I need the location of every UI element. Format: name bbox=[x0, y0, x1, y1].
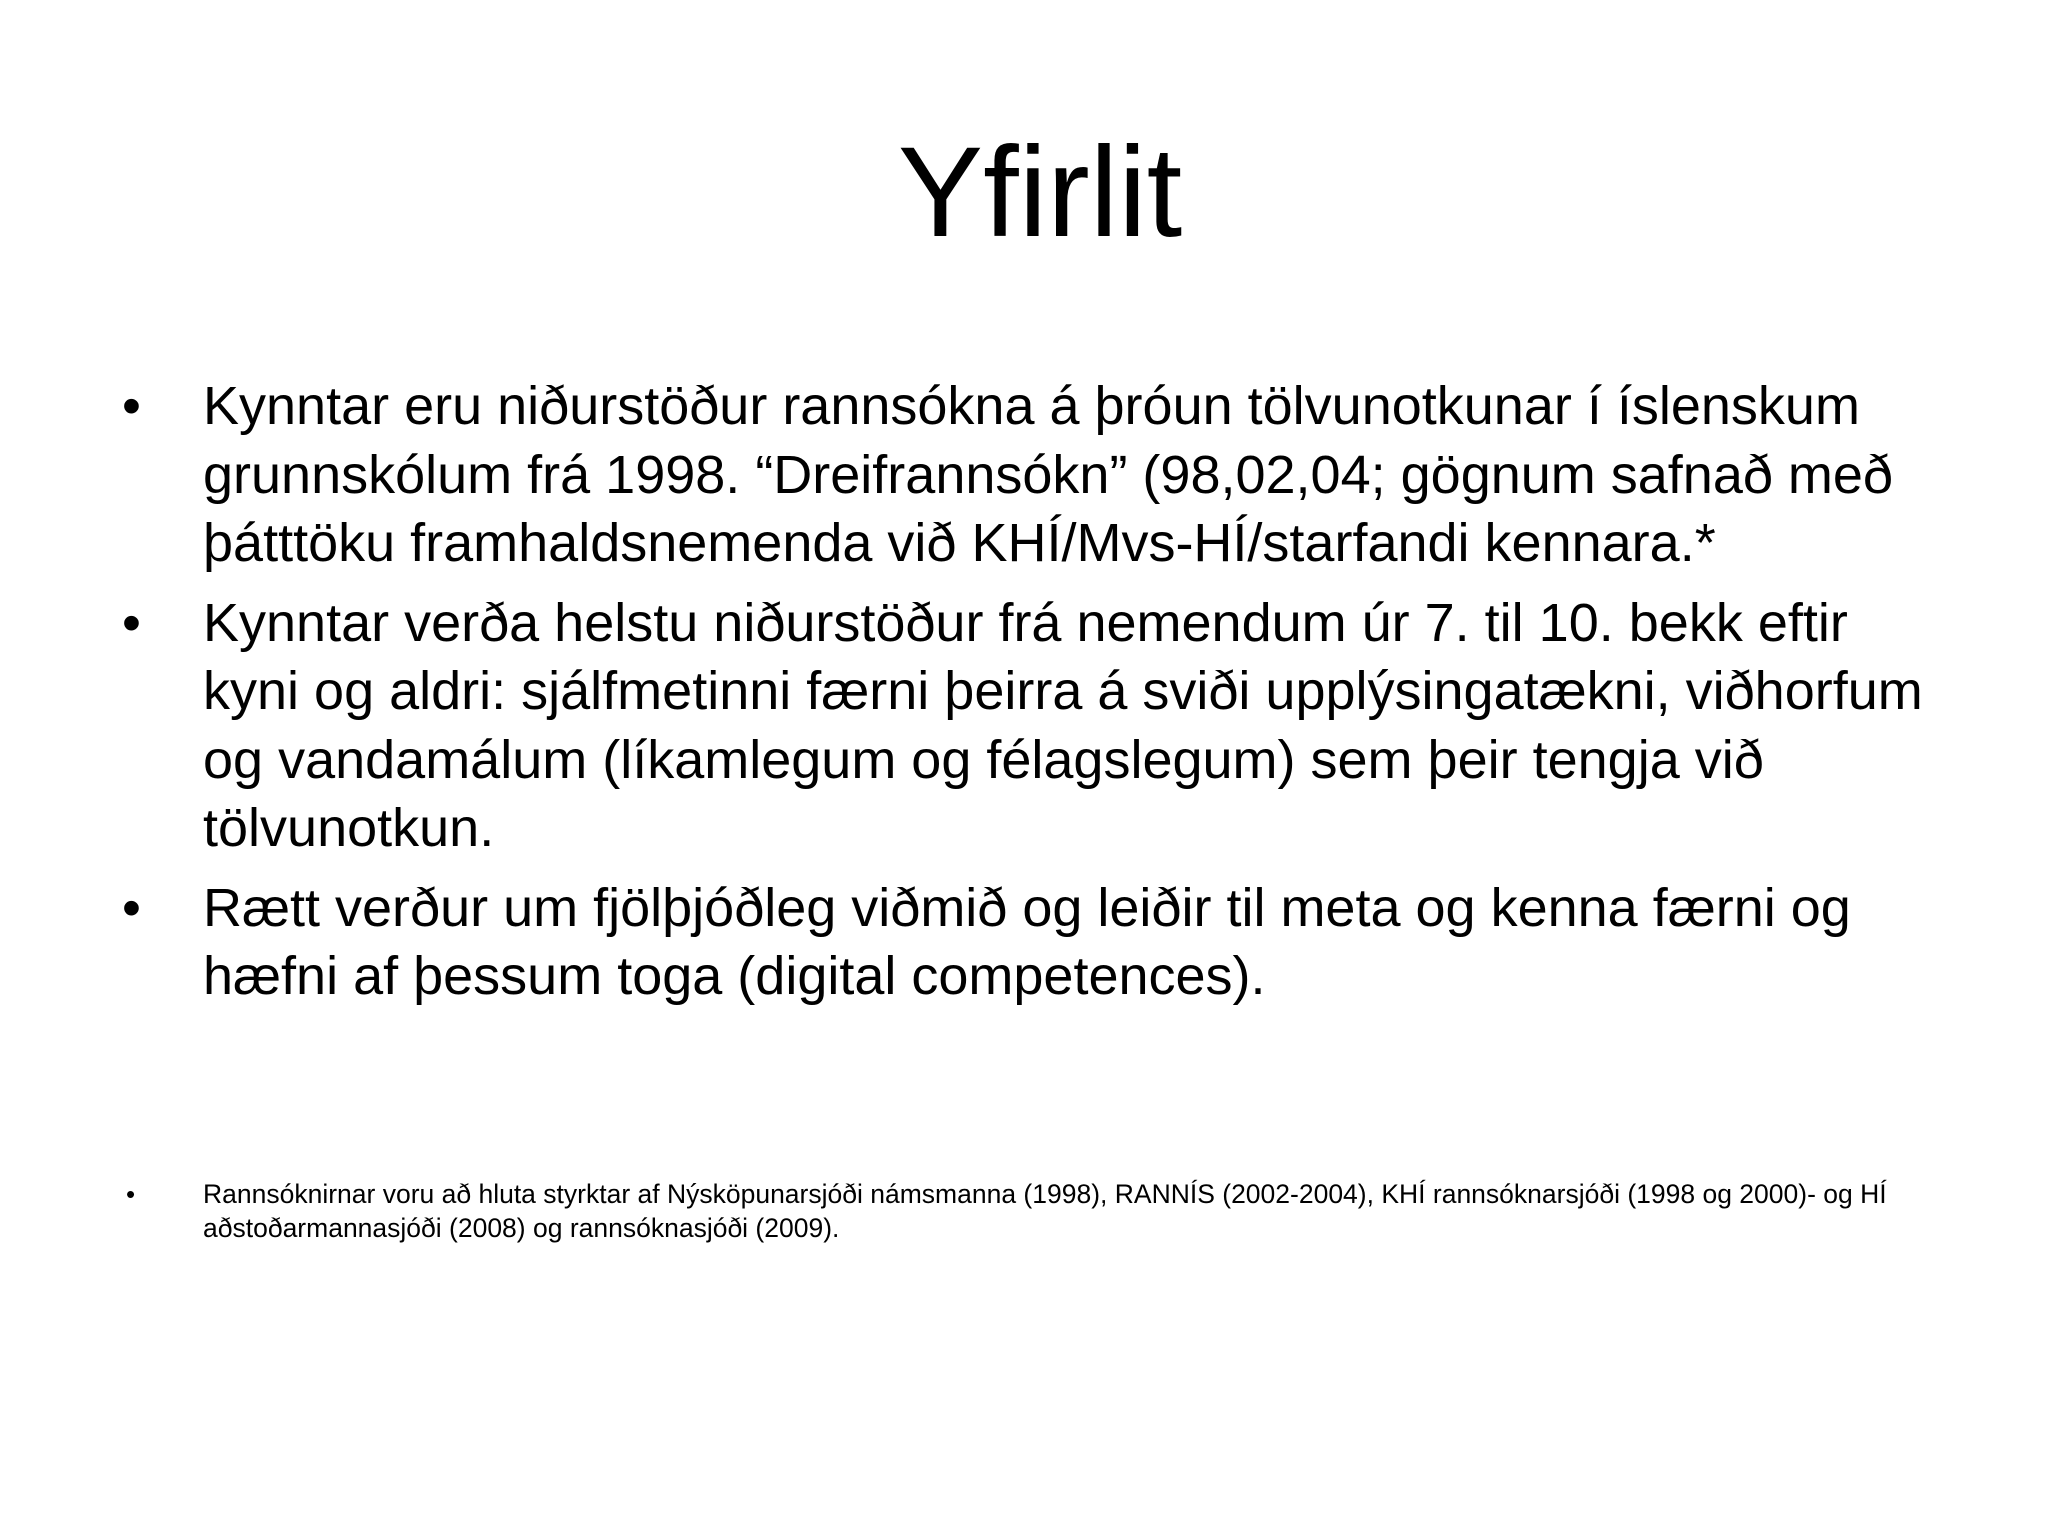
footnote-text: Rannsóknirnar voru að hluta styrktar af Nýsköpunarsjóði námsmanna (1998), RANNÍS (2002-2004), KHÍ rannsóknarsjóði (1998 og 2000)- og HÍ aðstoðarmannasjóði (2008) og rannsóknasjóði (2009). bbox=[203, 1179, 1887, 1243]
footnote-list bbox=[0, 1177, 2048, 1245]
slide-title: Yfirlit bbox=[897, 121, 1183, 264]
bullet-icon: • bbox=[122, 877, 141, 938]
bullet-icon: • bbox=[122, 592, 141, 653]
bullet-text: Rætt verður um fjölþjóðleg viðmið og leiðir til meta og kenna færni og hæfni af þessum toga (digital competences). bbox=[203, 877, 1851, 1006]
bullet-list bbox=[0, 372, 2048, 1022]
bullet-text: Kynntar eru niðurstöður rannsókna á þróun tölvunotkunar í íslenskum grunnskólum frá 1998. “Dreifrannsókn” (98,02,04; gögnum safnað með þátttöku framhaldsnemenda við KHÍ/Mvs-HÍ/starfandi kennara.* bbox=[203, 376, 1893, 573]
footnote-item bbox=[0, 1177, 2048, 1245]
bullet-icon: • bbox=[126, 1179, 136, 1209]
bullet-icon: • bbox=[122, 376, 141, 436]
bullet-item-1 bbox=[0, 372, 2048, 578]
bullet-text: Kynntar verða helstu niðurstöður frá nemendum úr 7. til 10. bekk eftir kyni og aldri: sjálfmetinni færni þeirra á sviði upplýsingatækni, viðhorfum og vandamálum (líkamlegum og félagslegum) sem þeir tengja við tölvunotkun. bbox=[203, 592, 1923, 858]
bullet-item-3 bbox=[0, 874, 2048, 1011]
bullet-item-2 bbox=[0, 589, 2048, 863]
